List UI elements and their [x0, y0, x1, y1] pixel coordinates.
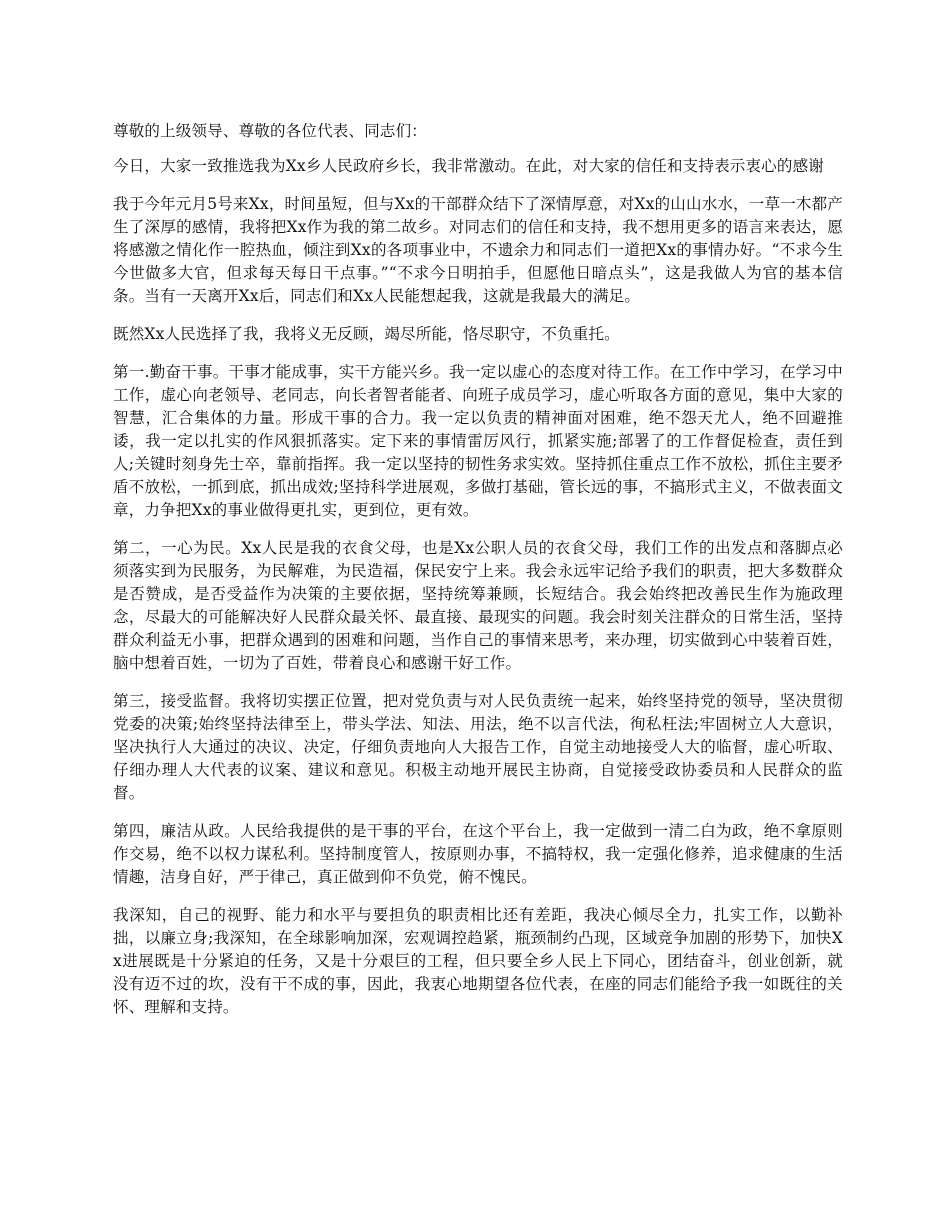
paragraph-point-three: 第三，接受监督。我将切实摆正位置，把对党负责与对人民负责统一起来，始终坚持党的领导，坚决贯彻党委的决策;始终坚持法律至上，带头学法、知法、用法，绝不以言代法，徇私枉法;牢固树立人大意识，坚决执行人大通过的决议、决定，仔细负责地向人大报告工作，自觉主动地接受人大的临督，虚心听取、仔细办理人大代表的议案、建议和意见。积极主动地开展民主协商，自觉接受政协委员和人民群众的监督。 [113, 692, 843, 802]
paragraph-point-four: 第四，廉洁从政。人民给我提供的是干事的平台，在这个平台上，我一定做到一清二白为政，绝不拿原则作交易，绝不以权力谋私利。坚持制度管人，按原则办事，不搞特权，我一定强化修养，追求健康的生活情趣，洁身自好，严于律己，真正做到仰不负党，俯不愧民。 [113, 822, 843, 886]
paragraph-background: 我于今年元月5号来Xx，时间虽短，但与Xx的干部群众结下了深情厚意，对Xx的山山水水，一草一木都产生了深厚的感情，我将把Xx作为我的第二故乡。对同志们的信任和支持，我不想用更多的语言来表达，愿将感激之情化作一腔热血，倾注到Xx的各项事业中，不遗余力和同志们一道把Xx的事情办好。“不求今生今世做多大官，但求每天每日干点事。”“不求今日明拍手，但愿他日暗点头”，这是我做人为官的基本信条。当有一天离开Xx后，同志们和Xx人民能想起我，这就是我最大的满足。 [113, 195, 843, 305]
paragraph-commitment: 既然Xx人民选择了我，我将义无反顾，竭尽所能，恪尽职守，不负重托。 [113, 325, 620, 343]
paragraph-point-one: 第一.勤奋干事。干事才能成事，实干方能兴乡。我一定以虚心的态度对待工作。在工作中学习，在学习中工作，虚心向老领导、老同志，向长者智者能者、向班子成员学习，虚心听取各方面的意见，集中大家的智慧，汇合集体的力量。形成干事的合力。我一定以负责的精神面对困难，绝不怨天尤人，绝不回避推诿，我一定以扎实的作风狠抓落实。定下来的事情雷厉风行，抓紧实施;部署了的工作督促检查，责任到人;关键时刻身先士卒，靠前指挥。我一定以坚持的韧性务求实效。坚持抓住重点工作不放松，抓住主要矛盾不放松，一抓到底，抓出成效;坚持科学进展观，多做打基础，管长远的事，不搞形式主义，不做表面文章，力争把Xx的事业做得更扎实，更到位，更有效。 [113, 363, 843, 519]
paragraph-closing: 我深知，自己的视野、能力和水平与要担负的职责相比还有差距，我决心倾尽全力，扎实工作，以勤补拙，以廉立身;我深知，在全球影响加深，宏观调控趋紧，瓶颈制约凸现，区域竞争加剧的形势下，加快Xx进展既是十分紧迫的任务，又是十分艰巨的工程，但只要全乡人民上下同心，团结奋斗，创业创新，就没有迈不过的坎，没有干不成的事，因此，我衷心地期望各位代表，在座的同志们能给予我一如既往的关怀、理解和支持。 [113, 906, 843, 1016]
paragraph-point-two: 第二，一心为民。Xx人民是我的衣食父母，也是Xx公职人员的衣食父母，我们工作的出发点和落脚点必须落实到为民服务，为民解难，为民造福，保民安宁上来。我会永远牢记给予我们的职责，把大多数群众是否赞成，是否受益作为决策的主要依据，坚持统筹兼顾，长短结合。我会始终把改善民生作为施政理念，尽最大的可能解决好人民群众最关怀、最直接、最现实的问题。我会时刻关注群众的日常生活，坚持群众利益无小事，把群众遇到的困难和问题，当作自己的事情来思考，来办理，切实做到心中装着百姓，脑中想着百姓，一切为了百姓，带着良心和感谢干好工作。 [113, 539, 843, 672]
document-page [113, 120, 843, 1034]
paragraph-intro: 今日，大家一致推选我为Xx乡人民政府乡长，我非常激动。在此，对大家的信任和支持表示衷心的感谢 [113, 157, 824, 175]
greeting: 尊敬的上级领导、尊敬的各位代表、同志们： [113, 122, 428, 140]
